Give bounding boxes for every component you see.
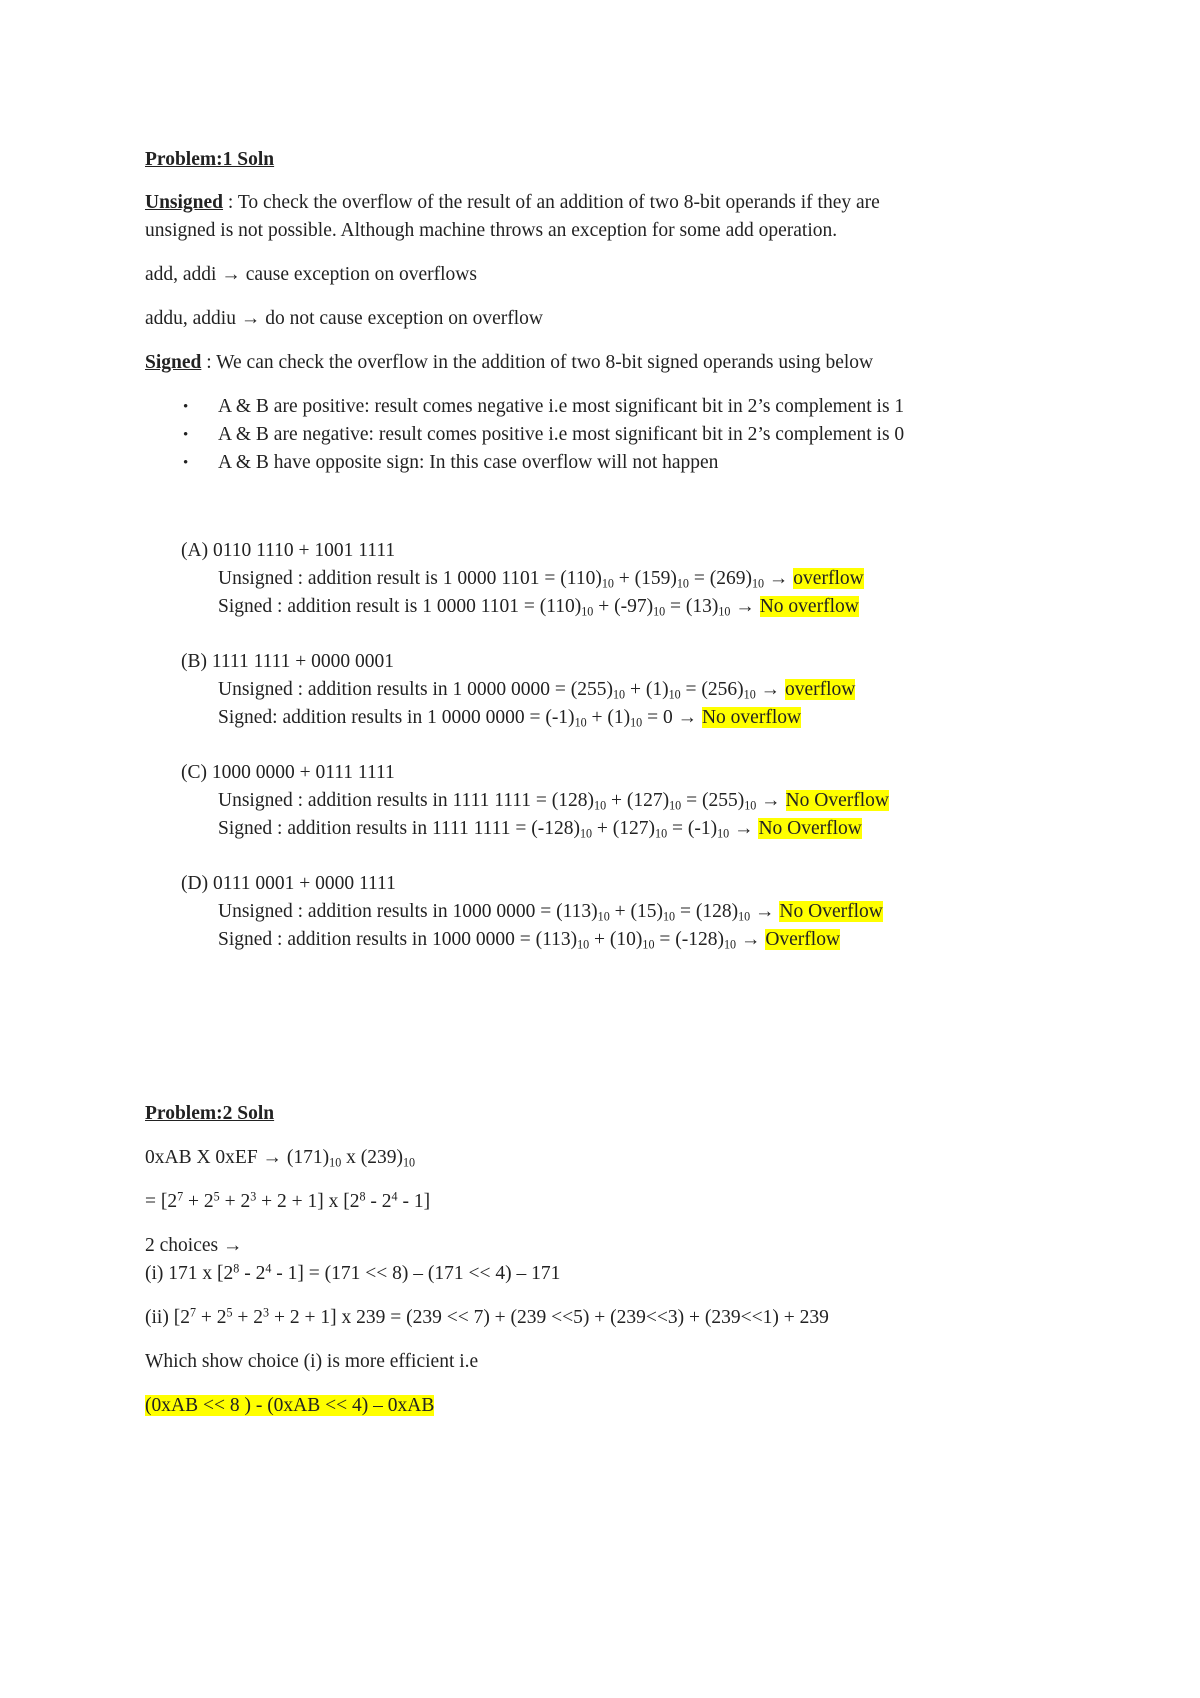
- bullet-icon: •: [183, 427, 189, 443]
- p2-line1: 0xAB X $0xEF \to (171)_{10}$ x $(239)_{10}$: [145, 1147, 416, 1170]
- p2-line4: (i) 171 x $[2^8 - 2^4 - 1] = (171 << 8) - (171 << 4) - 171$: [145, 1261, 561, 1284]
- result-highlight: No overflow: [701, 707, 802, 728]
- case-d-heading: (D) 0111 0001 + 0000 1111: [181, 873, 396, 894]
- case-a-heading: (A) 0110 1110 + 1001 1111: [181, 540, 396, 561]
- case-a-unsigned: Unsigned : addition result is 1 0000 $1101 = (110)_{10} + (159)_{10} = (269)_{10}$ → overflow: [218, 568, 864, 591]
- result-highlight: overflow: [785, 679, 856, 700]
- p2-answer: [145, 1394, 434, 1418]
- bullet-item: A & B have opposite sign: In this case overflow will not happen: [218, 452, 719, 473]
- case-b-unsigned: Unsigned : addition results in 1 0000 $0000 = (255)_{10} + (1)_{10} = (256)_{10}$ → overflow: [218, 679, 856, 702]
- answer-highlight: (0xAB << 8 ) - (0xAB << 4) – 0xAB: [145, 1395, 435, 1416]
- case-c-signed: Signed : addition results in 1111 $1111 = (-128)_{10} + (127)_{10} = (-1)_{10} \to No$ Overflow: [218, 818, 862, 841]
- result-highlight: overflow: [793, 568, 864, 589]
- problem1-title: Problem:1 Soln: [145, 149, 275, 170]
- bullet-item: A & B are negative: result comes positive i.e most significant bit in 2’s complement is 0: [218, 424, 905, 445]
- result-highlight: No Overflow: [785, 790, 889, 811]
- p2-line6: Which show choice (i) is more efficient i.e: [145, 1351, 479, 1372]
- bullet-icon: •: [183, 455, 189, 471]
- result-highlight: No Overflow: [779, 901, 883, 922]
- p2-line3: 2 choices →: [145, 1235, 243, 1256]
- unsigned-label: Unsigned: [145, 192, 224, 213]
- unsigned-paragraph-line2: unsigned is not possible. Although machine throws an exception for some add operation.: [145, 220, 838, 241]
- signed-label: Signed: [145, 352, 202, 373]
- case-a-signed: Signed : addition result is 1 0000 $1101 = (110)_{10} + (-97)_{10} = (13)_{10} \to No$ overflow: [218, 596, 859, 619]
- problem2-title: Problem:2 Soln: [145, 1103, 275, 1124]
- result-highlight: Overflow: [765, 929, 841, 950]
- signed-paragraph: Signed : We can check the overflow in the addition of two 8-bit signed operands using below: [145, 352, 874, 373]
- addu-addiu-line: addu, addiu → do not cause exception on overflow: [145, 308, 544, 329]
- p2-line2: = $[2^7 + 2^5 + 2^3 + 2 + 1]$ x $[2^8 - 2^4 - 1]$: [145, 1189, 431, 1212]
- case-c-heading: (C) 1000 0000 + 0111 1111: [181, 762, 395, 783]
- case-c-unsigned: Unsigned : addition results in 1111 $1111 = (128)_{10} + (127)_{10} = (255)_{10} \to No$ Overflow: [218, 790, 889, 813]
- bullet-icon: •: [183, 399, 189, 415]
- add-addi-line: add, addi → cause exception on overflows: [145, 264, 477, 285]
- result-highlight: No overflow: [759, 596, 859, 617]
- case-b-signed: Signed: addition results in 1 0000 $0000 = (-1)_{10} + (1)_{10} = 0 \to No$ overflow: [218, 707, 802, 730]
- bullet-item: A & B are positive: result comes negative i.e most significant bit in 2’s complement is 1: [218, 396, 905, 417]
- p2-line5: (ii) $[2^7 + 2^5 + 2^3 + 2 + 1]$ x 239 = (239 << 7) + (239 <<5) + (239<<3) + (239<<1) + 239: [145, 1305, 829, 1328]
- unsigned-paragraph-line1: Unsigned : To check the overflow of the result of an addition of two 8-bit operands if they are: [145, 192, 880, 213]
- case-d-unsigned: Unsigned : addition results in 1000 $0000 = (113)_{10} + (15)_{10} = (128)_{10} \to No$ Overflow: [218, 901, 883, 924]
- result-highlight: No Overflow: [758, 818, 862, 839]
- case-b-heading: (B) 1111 1111 + 0000 0001: [181, 651, 395, 672]
- case-d-signed: Signed : addition results in 1000 $0000 = (113)_{10} + (10)_{10} = (-128)_{10}$ → Overflow: [218, 929, 841, 952]
